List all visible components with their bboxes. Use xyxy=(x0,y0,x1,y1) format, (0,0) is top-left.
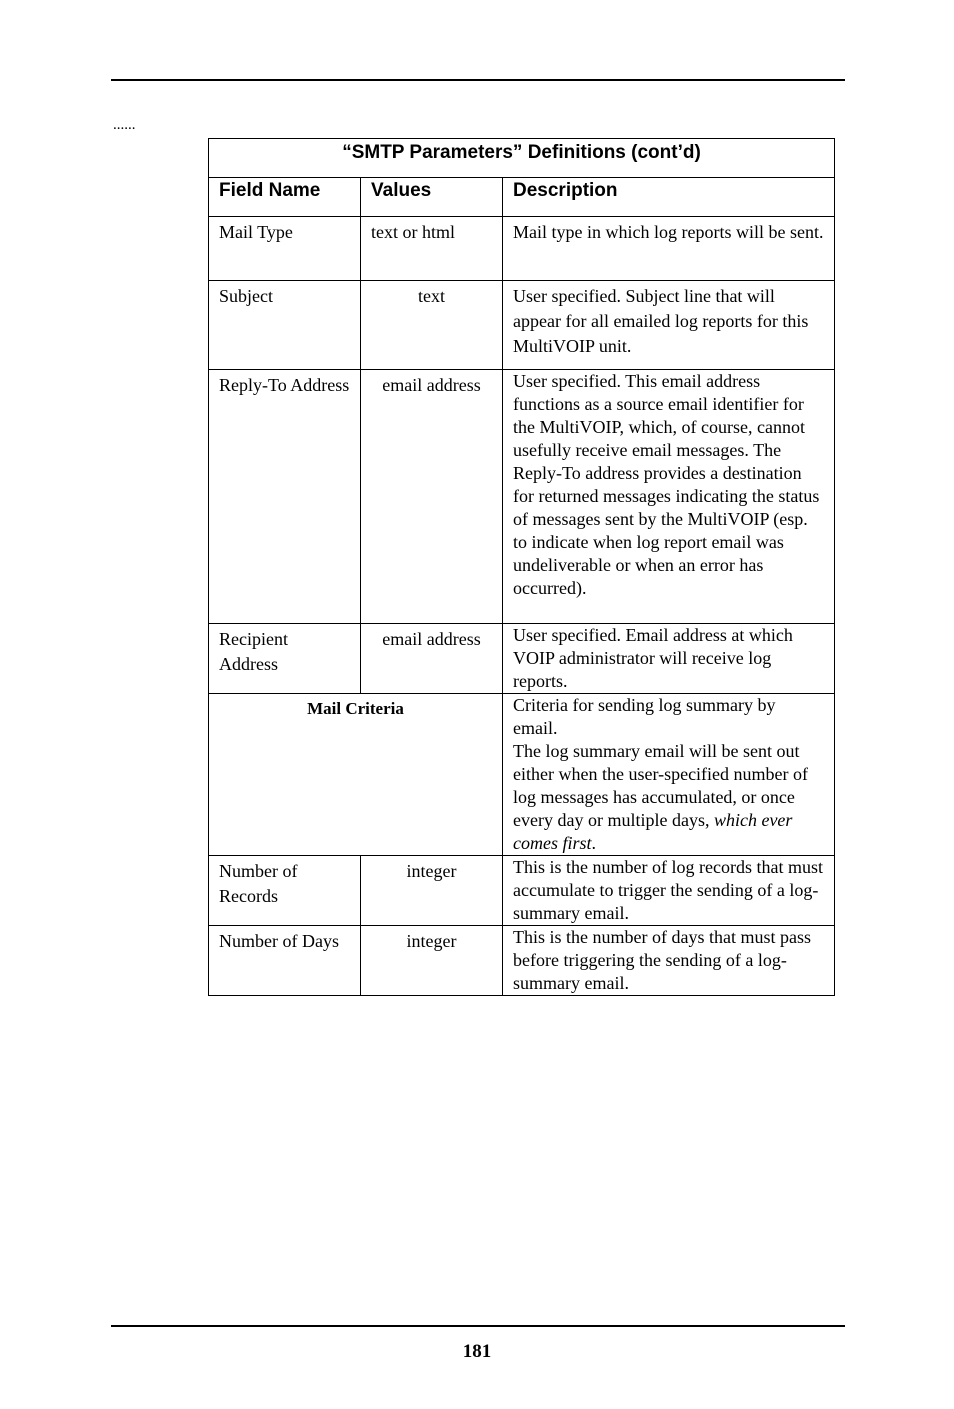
mail-criteria-line1: Criteria for sending log summary by email. xyxy=(513,695,776,738)
table-row xyxy=(209,926,835,996)
description-cell: User specified. Email address at which VOIP administrator will receive log reports. xyxy=(503,624,835,694)
header-description: Description xyxy=(503,178,835,217)
table-header-row xyxy=(209,178,835,217)
footer-rule xyxy=(111,1325,845,1327)
header-rule xyxy=(111,79,845,81)
value-cell: integer xyxy=(361,856,503,926)
field-cell: Mail Type xyxy=(209,217,361,281)
table-row xyxy=(209,281,835,370)
table-row xyxy=(209,217,835,281)
table-caption-row xyxy=(209,139,835,178)
leader-dots: ...... xyxy=(113,117,136,133)
mail-criteria-end: . xyxy=(591,833,596,853)
field-cell: Recipient Address xyxy=(209,624,361,694)
page-number: 181 xyxy=(462,1341,492,1362)
mail-criteria-line2: The log summary email will be sent out either when the user-specified number of log messages has accumulated, or once every day or multiple days, xyxy=(513,741,809,830)
header-field-name: Field Name xyxy=(209,178,361,217)
description-cell: Mail type in which log reports will be sent. xyxy=(503,217,835,281)
table-row xyxy=(209,624,835,694)
field-cell: Subject xyxy=(209,281,361,370)
description-cell: This is the number of log records that must accumulate to trigger the sending of a log-summary email. xyxy=(503,856,835,926)
value-cell: email address xyxy=(361,370,503,624)
mail-criteria-italic: which ever comes first xyxy=(513,810,793,853)
table-caption: “SMTP Parameters” Definitions (cont’d) xyxy=(209,139,835,178)
mail-criteria-label: Mail Criteria xyxy=(209,694,503,856)
mail-criteria-description xyxy=(503,694,835,856)
value-cell: text xyxy=(361,281,503,370)
description-cell: This is the number of days that must pass before triggering the sending of a log-summary email. xyxy=(503,926,835,996)
value-cell: text or html xyxy=(361,217,503,281)
table-row xyxy=(209,370,835,624)
mail-criteria-row xyxy=(209,694,835,856)
description-cell: User specified. This email address functions as a source email identifier for the MultiVOIP, which, of course, cannot usefully receive email messages. The Reply-To address provides a destination for returned messages indicating the status of messages sent by the MultiVOIP (esp. to indicate when log report email was undeliverable or when an error has occurred). xyxy=(503,370,835,624)
smtp-parameters-table xyxy=(208,138,835,996)
field-cell: Reply-To Address xyxy=(209,370,361,624)
value-cell: integer xyxy=(361,926,503,996)
table-row xyxy=(209,856,835,926)
header-values: Values xyxy=(361,178,503,217)
field-cell: Number of Records xyxy=(209,856,361,926)
value-cell: email address xyxy=(361,624,503,694)
description-cell: User specified. Subject line that will appear for all emailed log reports for this MultiVOIP unit. xyxy=(503,281,835,370)
field-cell: Number of Days xyxy=(209,926,361,996)
